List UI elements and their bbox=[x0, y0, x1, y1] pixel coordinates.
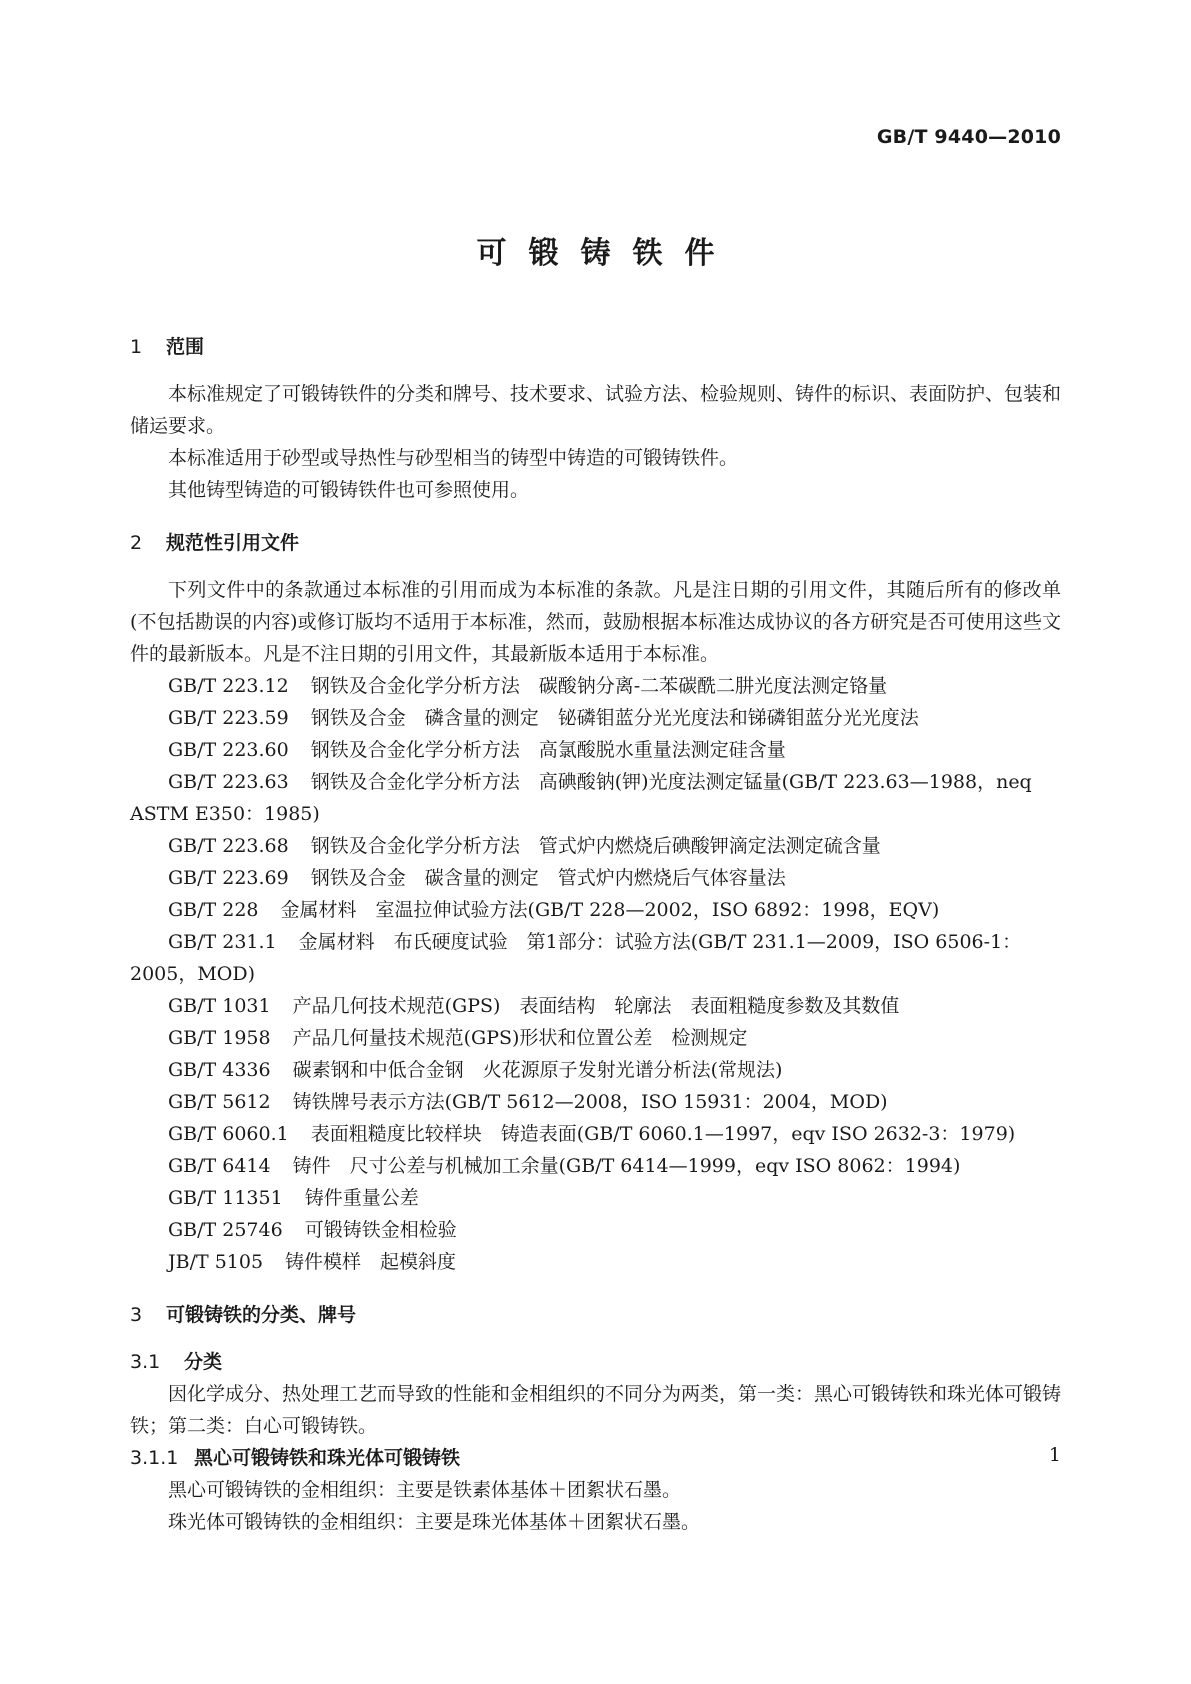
section-title: 可锻铸铁的分类、牌号 bbox=[166, 1304, 357, 1326]
reference-title: 钢铁及合金 碳含量的测定 管式炉内燃烧后气体容量法 bbox=[310, 867, 786, 889]
reference-title: 产品几何量技术规范(GPS)形状和位置公差 检测规定 bbox=[292, 1027, 748, 1049]
paragraph: 本标准规定了可锻铸铁件的分类和牌号、技术要求、试验方法、检验规则、铸件的标识、表面防护、包装和储运要求。 bbox=[130, 383, 1062, 437]
reference-code: GB/T 5612 bbox=[168, 1091, 271, 1113]
reference-title: 铸件模样 起模斜度 bbox=[285, 1251, 457, 1273]
reference-title: 钢铁及合金化学分析方法 管式炉内燃烧后碘酸钾滴定法测定硫含量 bbox=[310, 835, 881, 857]
reference-title: 钢铁及合金化学分析方法 高氯酸脱水重量法测定硅含量 bbox=[310, 739, 786, 761]
reference-code: GB/T 6060.1 bbox=[168, 1123, 289, 1145]
reference-title: 表面粗糙度比较样块 铸造表面(GB/T 6060.1—1997，eqv ISO 2632-3：1979) bbox=[310, 1123, 1016, 1145]
subsection-title: 分类 bbox=[184, 1351, 223, 1373]
page-number: 1 bbox=[1048, 1444, 1061, 1466]
section-number: 3 bbox=[130, 1304, 143, 1326]
reference-code: GB/T 1031 bbox=[168, 995, 271, 1017]
reference-code: GB/T 11351 bbox=[168, 1187, 283, 1209]
reference-item bbox=[130, 1022, 1061, 1054]
reference-title: 铸铁牌号表示方法(GB/T 5612—2008，ISO 15931：2004，MOD) bbox=[292, 1091, 888, 1113]
document-body bbox=[130, 330, 1061, 1538]
reference-item bbox=[130, 894, 1061, 926]
reference-code: GB/T 6414 bbox=[168, 1155, 271, 1177]
reference-code: GB/T 223.12 bbox=[168, 675, 289, 697]
paragraph: 下列文件中的条款通过本标准的引用而成为本标准的条款。凡是注日期的引用文件，其随后所有的修改单(不包括勘误的内容)或修订版均不适用于本标准，然而，鼓励根据本标准达成协议的各方研究是否可使用这些文件的最新版本。凡是不注日期的引用文件，其最新版本适用于本标准。 bbox=[130, 579, 1061, 665]
subsection-title: 黑心可锻铸铁和珠光体可锻铸铁 bbox=[194, 1447, 461, 1469]
reference-title: 钢铁及合金化学分析方法 碳酸钠分离-二苯碳酰二肼光度法测定铬量 bbox=[310, 675, 888, 697]
reference-item bbox=[130, 990, 1061, 1022]
reference-item bbox=[130, 1246, 1061, 1278]
reference-title: 钢铁及合金化学分析方法 高碘酸钠(钾)光度法测定锰量(GB/T 223.63—1988，neq ASTM E350：1985) bbox=[130, 771, 1032, 825]
reference-title: 钢铁及合金 磷含量的测定 铋磷钼蓝分光光度法和锑磷钼蓝分光光度法 bbox=[310, 707, 919, 729]
paragraph: 因化学成分、热处理工艺而导致的性能和金相组织的不同分为两类，第一类：黑心可锻铸铁和珠光体可锻铸铁；第二类：白心可锻铸铁。 bbox=[130, 1383, 1062, 1437]
subsection-number: 3.1.1 bbox=[130, 1447, 179, 1469]
section-2-heading bbox=[130, 526, 1061, 560]
section-title: 规范性引用文件 bbox=[166, 532, 300, 554]
reference-title: 金属材料 室温拉伸试验方法(GB/T 228—2002，ISO 6892：1998，EQV) bbox=[280, 899, 940, 921]
section-1-heading bbox=[130, 330, 1061, 364]
reference-item bbox=[130, 1086, 1061, 1118]
reference-title: 碳素钢和中低合金钢 火花源原子发射光谱分析法(常规法) bbox=[292, 1059, 783, 1081]
document-title: 可锻铸铁件 bbox=[476, 236, 737, 271]
paragraph: 本标准适用于砂型或导热性与砂型相当的铸型中铸造的可锻铸铁件。 bbox=[168, 447, 739, 469]
reference-item bbox=[130, 734, 1061, 766]
reference-item bbox=[130, 862, 1061, 894]
section-3-heading bbox=[130, 1298, 1061, 1332]
reference-item bbox=[130, 1118, 1061, 1150]
reference-code: JB/T 5105 bbox=[168, 1251, 264, 1273]
reference-title: 可锻铸铁金相检验 bbox=[304, 1219, 457, 1241]
reference-title: 产品几何技术规范(GPS) 表面结构 轮廓法 表面粗糙度参数及其数值 bbox=[292, 995, 900, 1017]
subsection-3-1-heading bbox=[130, 1346, 1061, 1378]
reference-code: GB/T 223.69 bbox=[168, 867, 289, 889]
subsection-number: 3.1 bbox=[130, 1351, 161, 1373]
reference-code: GB/T 228 bbox=[168, 899, 259, 921]
reference-item bbox=[130, 1054, 1061, 1086]
reference-code: GB/T 1958 bbox=[168, 1027, 271, 1049]
section-number: 1 bbox=[130, 336, 143, 358]
section-number: 2 bbox=[130, 532, 143, 554]
reference-title: 金属材料 布氏硬度试验 第1部分：试验方法(GB/T 231.1—2009，ISO 6506-1：2005，MOD) bbox=[130, 931, 1022, 985]
reference-title: 铸件重量公差 bbox=[304, 1187, 419, 1209]
reference-code: GB/T 223.60 bbox=[168, 739, 289, 761]
reference-item bbox=[130, 1150, 1061, 1182]
reference-code: GB/T 231.1 bbox=[168, 931, 277, 953]
reference-code: GB/T 223.63 bbox=[168, 771, 289, 793]
reference-item bbox=[130, 1182, 1061, 1214]
reference-code: GB/T 223.68 bbox=[168, 835, 289, 857]
reference-code: GB/T 4336 bbox=[168, 1059, 271, 1081]
reference-item bbox=[130, 766, 1061, 830]
subsection-3-1-1-heading bbox=[130, 1442, 1061, 1474]
paragraph: 其他铸型铸造的可锻铸铁件也可参照使用。 bbox=[168, 479, 530, 501]
reference-code: GB/T 25746 bbox=[168, 1219, 283, 1241]
standard-code: GB/T 9440—2010 bbox=[876, 126, 1061, 148]
paragraph: 珠光体可锻铸铁的金相组织：主要是珠光体基体＋团絮状石墨。 bbox=[168, 1511, 701, 1533]
reference-item bbox=[130, 702, 1061, 734]
reference-item bbox=[130, 830, 1061, 862]
reference-code: GB/T 223.59 bbox=[168, 707, 289, 729]
reference-item bbox=[130, 926, 1061, 990]
paragraph: 黑心可锻铸铁的金相组织：主要是铁素体基体＋团絮状石墨。 bbox=[168, 1479, 682, 1501]
section-title: 范围 bbox=[166, 336, 205, 358]
reference-item bbox=[130, 1214, 1061, 1246]
reference-item bbox=[130, 670, 1061, 702]
reference-title: 铸件 尺寸公差与机械加工余量(GB/T 6414—1999，eqv ISO 8062：1994) bbox=[292, 1155, 961, 1177]
